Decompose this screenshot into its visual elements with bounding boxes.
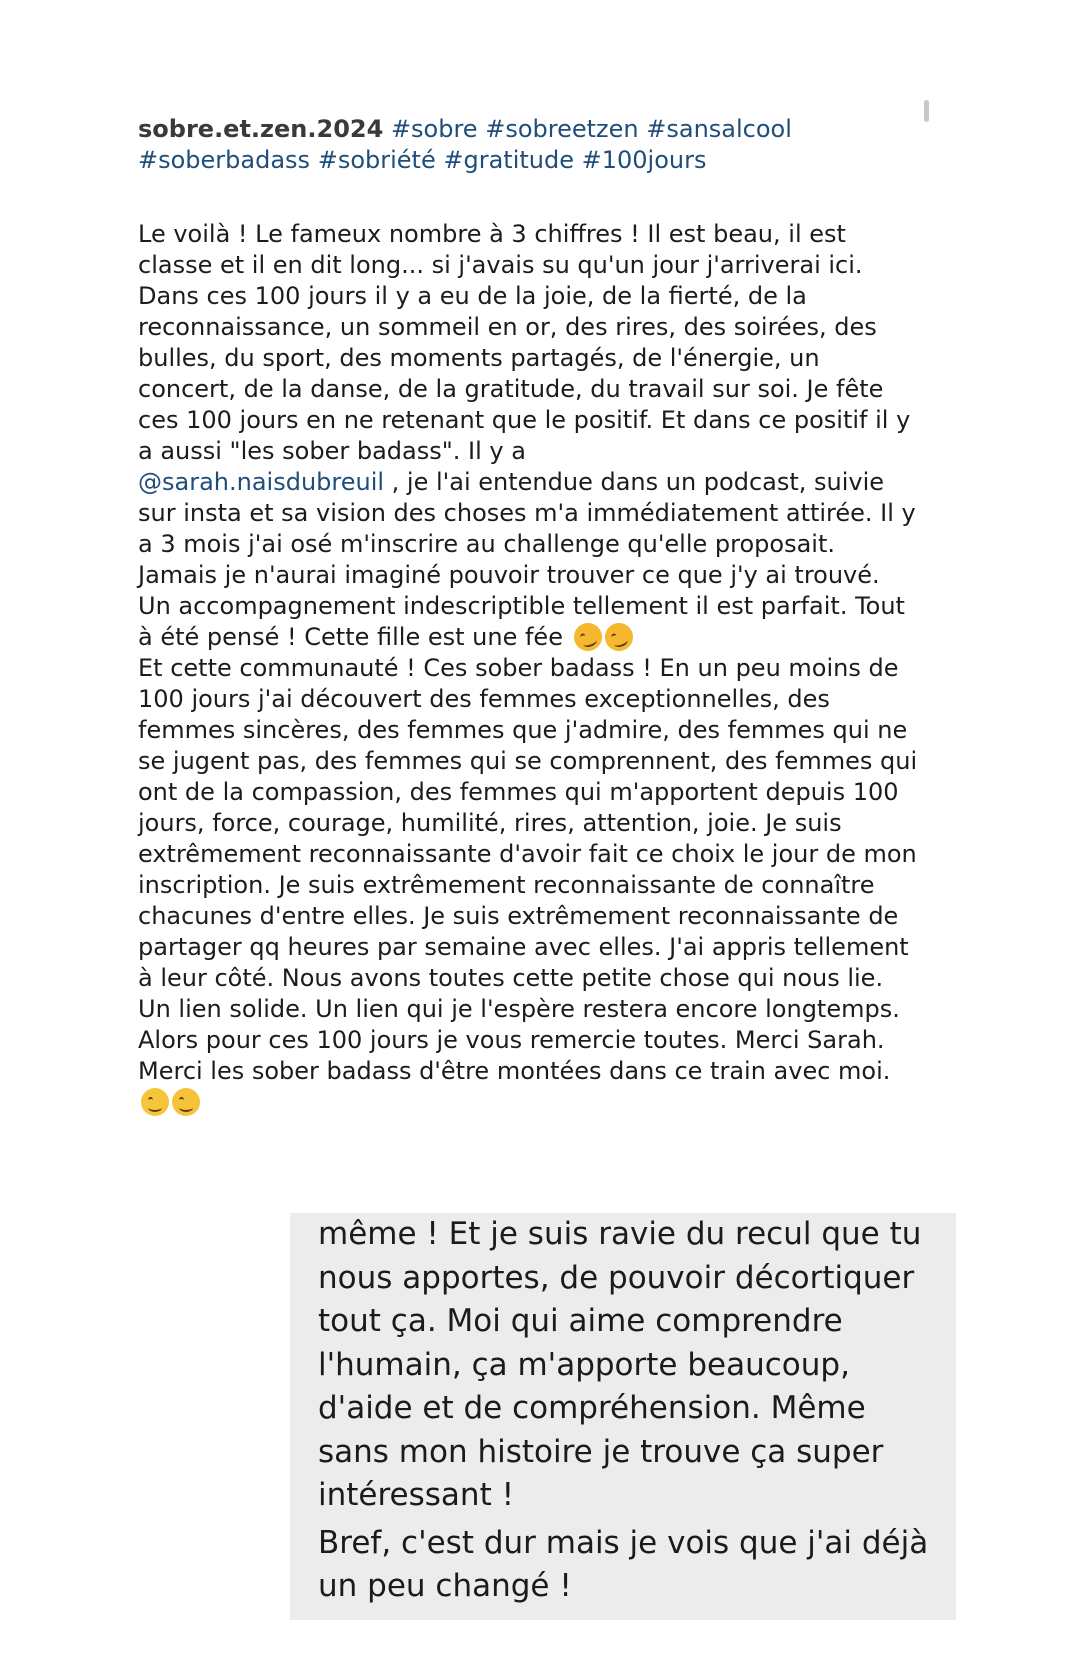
comment-box <box>290 1213 956 1620</box>
rolling-on-floor-laughing-emoji-icon <box>601 619 636 654</box>
rolling-on-floor-laughing-emoji-icon <box>570 619 605 654</box>
comment-text <box>318 1213 943 1609</box>
hashtag-100jours[interactable]: #100jours <box>581 146 707 174</box>
post-paragraph-2 <box>138 653 918 1118</box>
comment-paragraph-1: même ! Et je suis ravie du recul que tu nous apportes, de pouvoir décortiquer tout ça. Moi qui aime comprendre l'humain, ça m'apporte beaucoup, d'aide et de compréhension. Même sans mon histoire je trouve ça super intéressant ! <box>318 1216 922 1513</box>
face-blowing-kiss-emoji-icon <box>172 1088 200 1116</box>
post-caption-header <box>138 114 918 176</box>
post-paragraph-1 <box>138 219 918 653</box>
mention-link[interactable]: @sarah.naisdubreuil <box>138 468 385 496</box>
post-text-part2: , je l'ai entendue dans un podcast, suivie sur insta et sa vision des choses m'a immédiatement attirée. Il y a 3 mois j'ai osé m'inscrire au challenge qu'elle proposait. Jamais je n'aurai imaginé pouvoir trouver ce que j'y ai trouvé. Un accompagnement indescriptible tellement il est parfait. Tout à été pensé ! Cette fille est une fée <box>138 468 916 651</box>
post-username[interactable]: sobre.et.zen.2024 <box>138 115 384 143</box>
hashtag-sobreetzen[interactable]: #sobreetzen <box>485 115 639 143</box>
post-text-part3: Et cette communauté ! Ces sober badass ! En un peu moins de 100 jours j'ai découvert des femmes exceptionnelles, des femmes sincères, des femmes que j'admire, des femmes qui ne se jugent pas, des femmes qui se comprennent, des femmes qui ont de la compassion, des femmes qui m'apportent depuis 100 jours, force, courage, humilité, rires, attention, joie. Je suis extrêmement reconnaissante d'avoir fait ce choix le jour de mon inscription. Je suis extrêmement reconnaissante de connaître chacunes d'entre elles. Je suis extrêmement reconnaissante de partager qq heures par semaine avec elles. J'ai appris tellement à leur côté. Nous avons toutes cette petite chose qui nous lie. Un lien solide. Un lien qui je l'espère restera encore longtemps. Alors pour ces 100 jours je vous remercie toutes. Merci Sarah. Merci les sober badass d'être montées dans ce train avec moi. <box>138 654 918 1085</box>
hashtag-gratitude[interactable]: #gratitude <box>443 146 574 174</box>
post-caption-body <box>138 219 918 1118</box>
hashtag-soberbadass[interactable]: #soberbadass <box>138 146 311 174</box>
post-text-part1: Le voilà ! Le fameux nombre à 3 chiffres ! Il est beau, il est classe et il en dit long... si j'avais su qu'un jour j'arriverai ici. Dans ces 100 jours il y a eu de la joie, de la fierté, de la reconnaissance, un sommeil en or, des rires, des soirées, des bulles, du sport, des moments partagés, de l'énergie, un concert, de la danse, de la gratitude, du travail sur soi. Je fête ces 100 jours en ne retenant que le positif. Et dans ce positif il y a aussi "les sober badass". Il y a <box>138 220 911 465</box>
hashtag-sobriete[interactable]: #sobriété <box>317 146 436 174</box>
smiling-face-emoji-icon <box>141 1088 169 1116</box>
hashtag-sansalcool[interactable]: #sansalcool <box>646 115 792 143</box>
scroll-indicator[interactable] <box>924 100 929 122</box>
hashtag-sobre[interactable]: #sobre <box>390 115 478 143</box>
comment-paragraph-2: Bref, c'est dur mais je vois que j'ai déjà un peu changé ! <box>318 1524 929 1604</box>
